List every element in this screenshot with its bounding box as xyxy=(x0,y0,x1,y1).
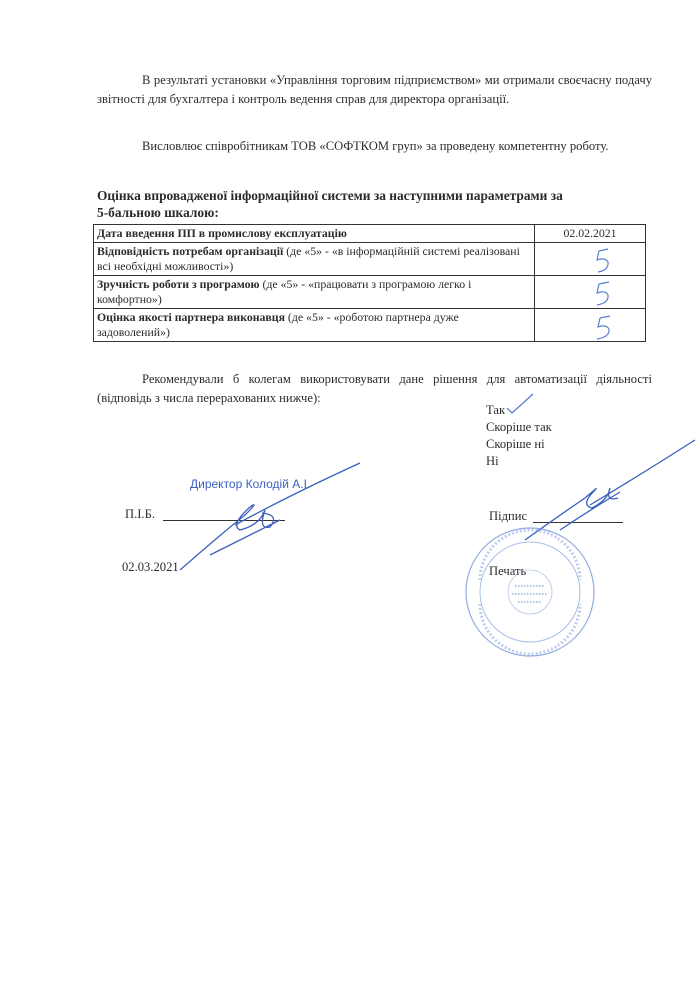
criterion-desc: (де «5» - «в інформаційній системі реалізовані всі необхідні можливості») xyxy=(97,244,520,273)
document-date: 02.03.2021 xyxy=(122,560,179,574)
criterion-cell xyxy=(94,243,535,276)
criterion-title: Відповідність потребам організації xyxy=(97,244,284,258)
pib-label: П.І.Б. xyxy=(125,507,155,521)
table-row-date xyxy=(94,225,646,243)
evaluation-heading-line1: Оцінка впровадженої інформаційної системи за наступними параметрами за xyxy=(97,188,563,203)
handwritten-score-mark xyxy=(575,311,635,341)
table-row xyxy=(94,276,646,309)
option-no: Ні xyxy=(486,454,499,468)
criterion-title: Зручність роботи з програмою xyxy=(97,277,260,291)
company-seal xyxy=(460,520,600,660)
score-cell xyxy=(535,309,646,342)
table-row xyxy=(94,309,646,342)
signer-name-stamp: Директор Колодій А.І. xyxy=(190,477,311,491)
score-cell xyxy=(535,276,646,309)
option-yes: Так xyxy=(486,403,506,417)
handwritten-score-mark xyxy=(575,245,635,275)
score-cell xyxy=(535,243,646,276)
date-value-cell: 02.02.2021 xyxy=(535,225,646,243)
result-paragraph: В результаті установки «Управління торговим підприємством» ми отримали своєчасну подачу звітності для бухгалтера і контроль ведення справ для директора організації. xyxy=(97,73,652,106)
signature-label: Підпис xyxy=(489,509,528,523)
seal-label: Печать xyxy=(489,564,527,578)
checkmark-icon xyxy=(505,392,535,416)
criterion-title: Оцінка якості партнера виконавця xyxy=(97,310,285,324)
criterion-desc: (де «5» - «працювати з програмою легко і комфортно») xyxy=(97,277,472,306)
criterion-desc: (де «5» - «роботою партнера дуже задоволений») xyxy=(97,310,459,339)
criterion-cell xyxy=(94,309,535,342)
evaluation-heading xyxy=(97,187,657,221)
option-rather-no: Скоріше ні xyxy=(486,437,545,451)
handwritten-score-mark xyxy=(575,278,635,308)
table-row xyxy=(94,243,646,276)
director-signature xyxy=(150,455,370,585)
thanks-paragraph: Висловлює співробітникам ТОВ «СОФТКОМ груп» за проведену компетентну роботу. xyxy=(142,139,609,153)
evaluation-heading-line2: 5-бальною шкалою: xyxy=(97,205,219,220)
evaluation-table xyxy=(93,224,646,342)
recommendation-paragraph: Рекомендували б колегам використовувати дане рішення для автоматизації діяльності (відповідь з числа перерахованих нижче): xyxy=(97,372,652,405)
date-label-cell: Дата введення ПП в промислову експлуатацію xyxy=(94,225,535,243)
criterion-cell xyxy=(94,276,535,309)
option-rather-yes: Скоріше так xyxy=(486,420,552,434)
